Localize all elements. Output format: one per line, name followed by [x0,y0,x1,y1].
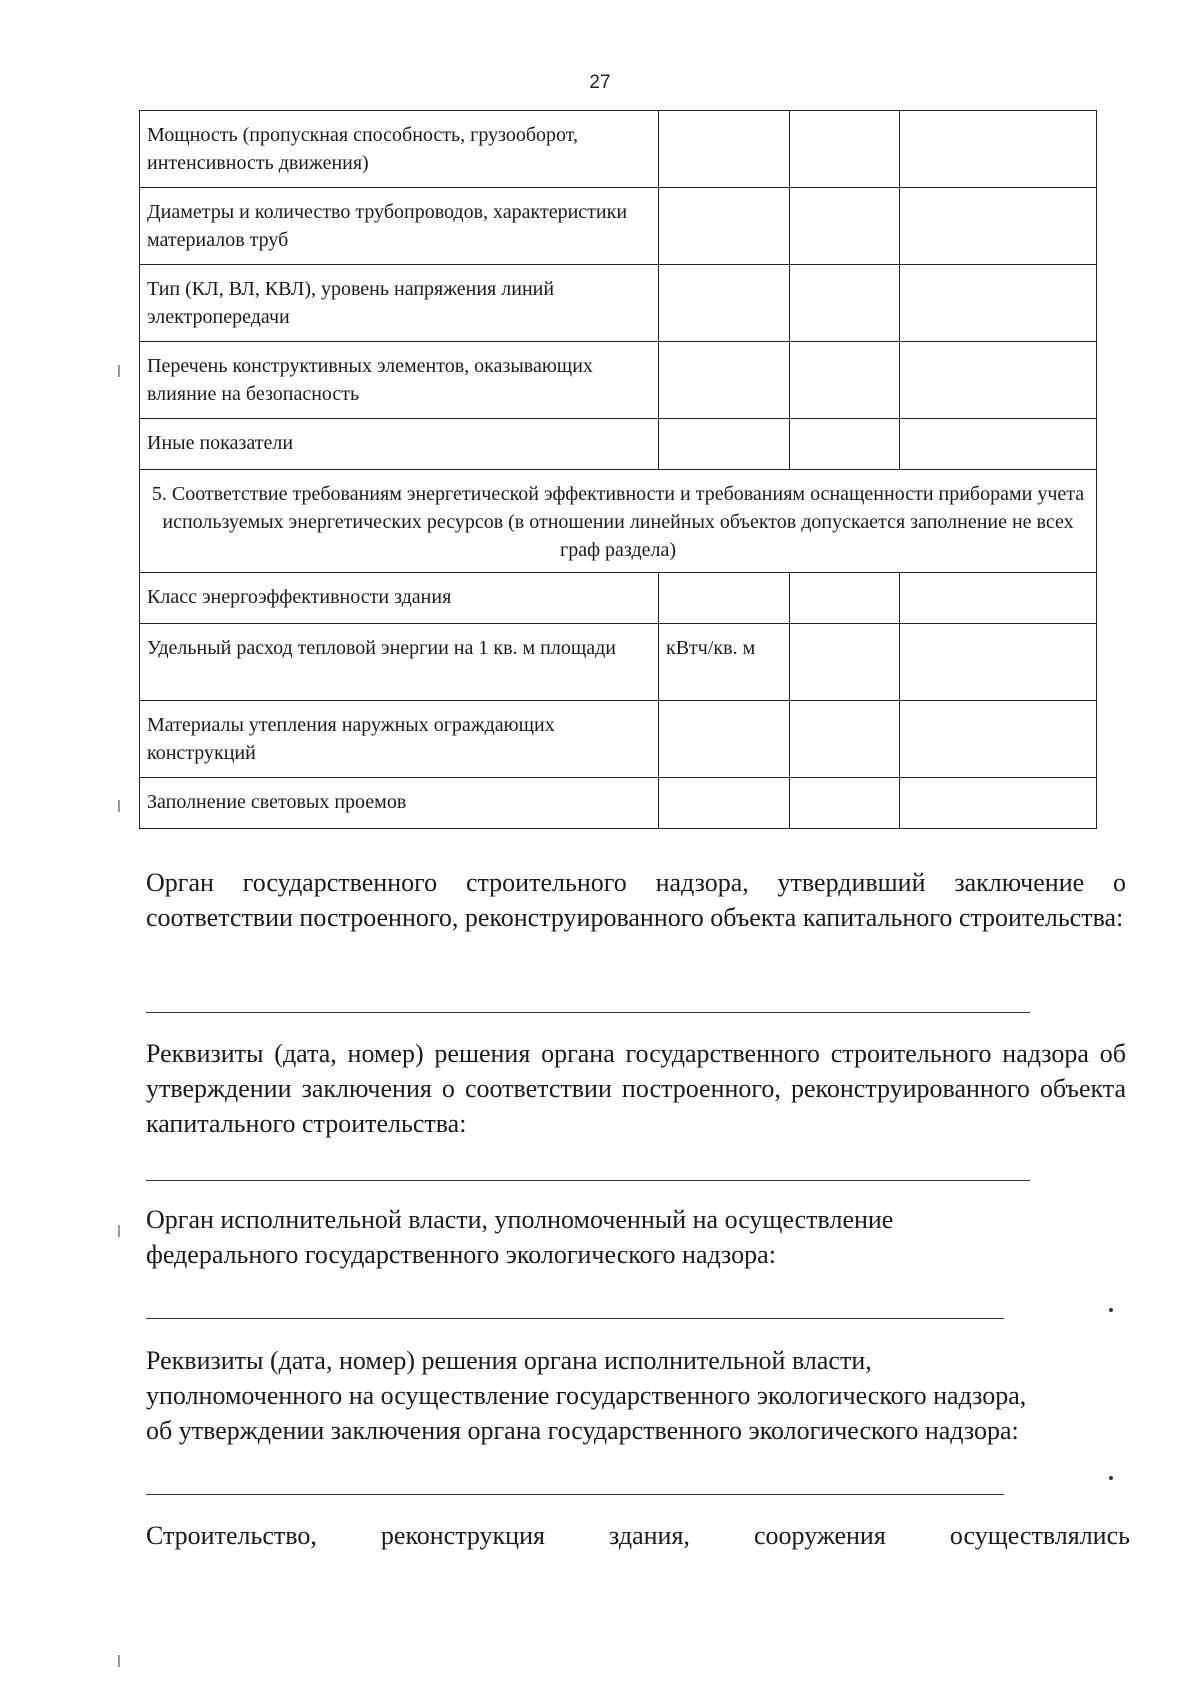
unit-cell[interactable] [659,342,790,419]
design-value-cell[interactable] [790,265,900,342]
row-label: Перечень конструктивных элементов, оказывающих влияние на безопасность [140,342,659,419]
actual-value-cell[interactable] [900,111,1097,188]
row-label: Удельный расход тепловой энергии на 1 кв. м площади [140,624,659,701]
table-row [140,701,1097,778]
scan-margin-mark [118,365,120,377]
ecological-decision-paragraph-line2: уполномоченного на осуществление государственного экологического надзора, [146,1381,1027,1410]
scan-margin-mark [118,800,120,812]
design-value-cell[interactable] [790,701,900,778]
unit-cell[interactable] [659,265,790,342]
ecological-authority-paragraph-line1: Орган исполнительной власти, уполномоченный на осуществление [146,1205,894,1234]
fill-line-ecological-authority[interactable] [146,1318,1004,1319]
table-row [140,188,1097,265]
table-row [140,111,1097,188]
design-value-cell[interactable] [790,188,900,265]
ecological-decision-paragraph-line1: Реквизиты (дата, номер) решения органа исполнительной власти, [146,1346,872,1375]
fill-line-supervision-body[interactable] [146,1012,1030,1013]
scan-margin-mark [118,1655,120,1667]
state-construction-supervision-paragraph: Орган государственного строительного надзора, утвердивший заключение о соответствии построенного, реконструированного объекта капитального строительства: [146,868,1126,932]
section-heading-row [140,470,1097,573]
design-value-cell[interactable] [790,419,900,470]
design-value-cell[interactable] [790,573,900,624]
design-value-cell[interactable] [790,624,900,701]
table-row [140,342,1097,419]
table-row [140,419,1097,470]
unit-cell[interactable] [659,111,790,188]
page-number: 27 [589,72,611,93]
ecological-authority-paragraph-line2: федерального государственного экологического надзора: [146,1240,776,1269]
actual-value-cell[interactable] [900,573,1097,624]
actual-value-cell[interactable] [900,701,1097,778]
row-label: Класс энергоэффективности здания [140,573,659,624]
supervision-decision-details-paragraph: Реквизиты (дата, номер) решения органа государственного строительного надзора об утверждении заключения о соответствии построенного, реконструированного объекта капитального строительства: [146,1039,1126,1138]
actual-value-cell[interactable] [900,778,1097,829]
row-label: Тип (КЛ, ВЛ, КВЛ), уровень напряжения линий электропередачи [140,265,659,342]
unit-cell[interactable]: кВтч/кв. м [659,624,790,701]
table-row [140,778,1097,829]
unit-cell[interactable] [659,573,790,624]
actual-value-cell[interactable] [900,188,1097,265]
unit-cell[interactable] [659,701,790,778]
ecological-decision-paragraph-line3: об утверждении заключения органа государственного экологического надзора: [146,1416,1019,1445]
actual-value-cell[interactable] [900,419,1097,470]
period-mark [1109,1308,1113,1312]
row-label: Диаметры и количество трубопроводов, характеристики материалов труб [140,188,659,265]
fill-line-ecological-decision[interactable] [146,1494,1004,1495]
unit-cell[interactable] [659,188,790,265]
table-row [140,265,1097,342]
actual-value-cell[interactable] [900,342,1097,419]
fill-line-supervision-decision[interactable] [146,1180,1030,1181]
characteristics-table [139,110,1097,829]
design-value-cell[interactable] [790,778,900,829]
table-row [140,624,1097,701]
design-value-cell[interactable] [790,111,900,188]
unit-cell[interactable] [659,419,790,470]
construction-carried-out-paragraph: Строительство, реконструкция здания, сооружения осуществлялись [146,1521,1130,1550]
scan-margin-mark [118,1225,120,1237]
actual-value-cell[interactable] [900,265,1097,342]
unit-cell[interactable] [659,778,790,829]
period-mark [1109,1476,1113,1480]
row-label: Мощность (пропускная способность, грузооборот, интенсивность движения) [140,111,659,188]
row-label: Заполнение световых проемов [140,778,659,829]
row-label: Материалы утепления наружных ограждающих конструкций [140,701,659,778]
row-label: Иные показатели [140,419,659,470]
actual-value-cell[interactable] [900,624,1097,701]
table-row [140,573,1097,624]
section-5-heading: 5. Соответствие требованиям энергетической эффективности и требованиям оснащенности приборами учета используемых энергетических ресурсов (в отношении линейных объектов допускается заполнение не всех граф раздела) [140,470,1097,573]
design-value-cell[interactable] [790,342,900,419]
